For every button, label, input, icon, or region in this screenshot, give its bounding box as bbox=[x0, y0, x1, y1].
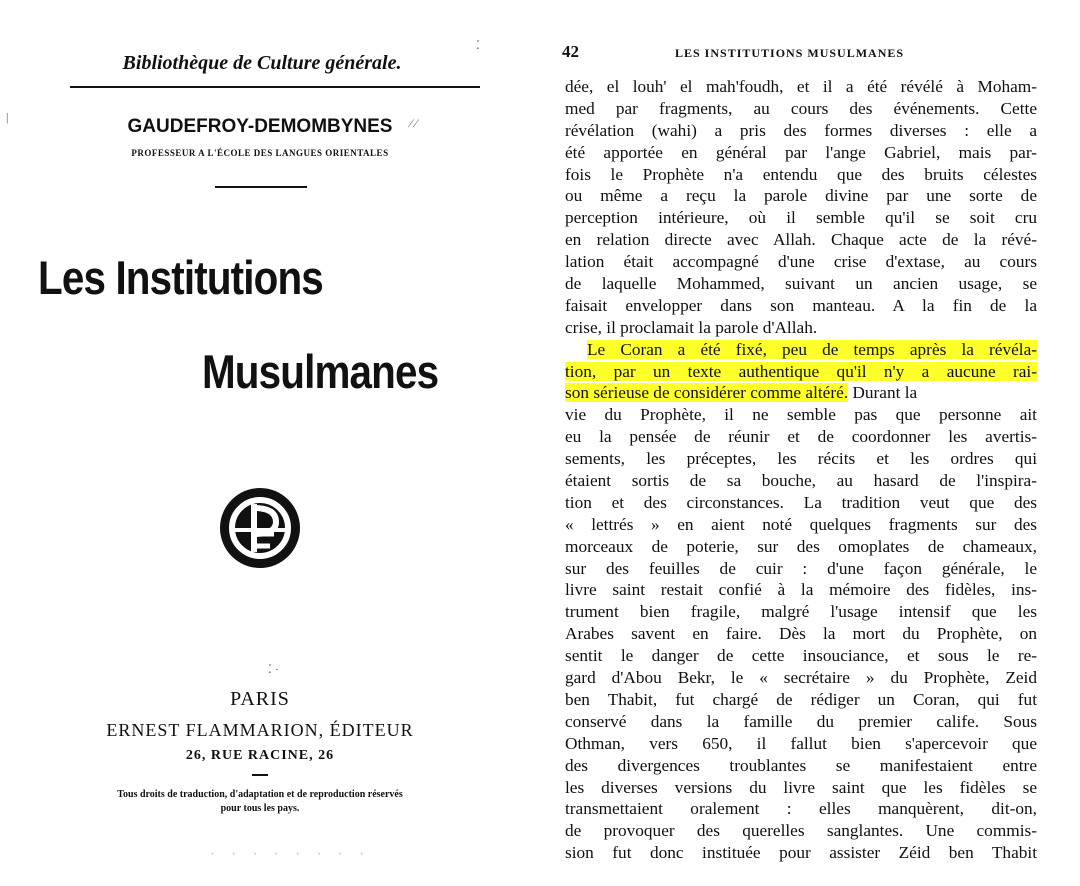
running-head: LES INSTITUTIONS MUSULMANES bbox=[675, 46, 905, 60]
highlighted-line bbox=[565, 382, 1037, 404]
text-line: fois le Prophète n'a entendu que des bruits célestes bbox=[565, 164, 1037, 184]
rights-line: pour tous les pays. bbox=[220, 803, 300, 814]
scan-speck: | bbox=[6, 110, 9, 124]
text-line: gard d'Abou Bekr, le « secrétaire » du Prophète, Zeid bbox=[565, 668, 1037, 688]
faded-library-stamp: · · · · · · · · bbox=[209, 846, 371, 863]
text-line: été apportée en général par l'ange Gabriel, mais par- bbox=[565, 142, 1037, 162]
text-line: étaient sortis de sa bouche, au hasard de l'inspira- bbox=[565, 471, 1037, 491]
text-line: sion fut donc instituée pour assister Zéid ben Thabit bbox=[565, 843, 1037, 863]
text-line: faisait envelopper dans son manteau. A la fin de la bbox=[565, 295, 1037, 315]
highlight-text: Le Coran a été fixé, peu de temps après la révéla- bbox=[587, 339, 1037, 359]
text-line: med par fragments, au cours des événements. Cette bbox=[565, 98, 1037, 118]
text-line: ou même a reçu la parole divine par une sorte de bbox=[565, 186, 1037, 206]
text-line: révélation (wahi) a pris des formes diverses : elle a bbox=[565, 120, 1037, 140]
text-line: des divergences troublantes se manifestaient entre bbox=[565, 755, 1037, 775]
text-page bbox=[540, 0, 1080, 886]
author-name: GAUDEFROY-DEMOMBYNES bbox=[127, 116, 393, 137]
text-line: en relation directe avec Allah. Chaque acte de la révé- bbox=[565, 230, 1037, 250]
text-line: Arabes savent en faire. Dès la mort du Prophète, on bbox=[565, 624, 1037, 644]
text-line: sur des feuilles de cuir : d'une façon générale, le bbox=[565, 558, 1037, 578]
top-rule bbox=[70, 86, 480, 88]
book-title-line2: Musulmanes bbox=[202, 345, 439, 398]
highlight-text: tion, par un texte authentique qu'il n'y a aucune rai- bbox=[565, 361, 1037, 381]
text-line: transmettaient oralement : elles manquèrent, dit-on, bbox=[565, 799, 1037, 819]
text-line: de laquelle Mohammed, suivant un ancien usage, se bbox=[565, 274, 1037, 294]
text-line: Othman, vers 650, il fallut bien s'apercevoir que bbox=[565, 733, 1037, 753]
publisher-address: 26, RUE RACINE, 26 bbox=[185, 748, 335, 763]
middle-rule bbox=[215, 186, 307, 188]
text-line: perception intérieure, où il semble qu'il se soit cru bbox=[565, 208, 1037, 228]
text-line: dée, el louh' el mah'foudh, et il a été révélé à Moham- bbox=[565, 77, 1037, 96]
book-title-line1: Les Institutions bbox=[38, 251, 323, 304]
text-line: vie du Prophète, il ne semble pas que personne ait bbox=[565, 405, 1037, 425]
text-line: « lettrés » en aient noté quelques fragments sur des bbox=[565, 514, 1037, 534]
highlighted-line bbox=[565, 361, 1037, 383]
text-line: tion et des circonstances. La tradition veut que des bbox=[565, 492, 1037, 512]
series-title: Bibliothèque de Culture générale. bbox=[122, 52, 402, 74]
scan-speck: ⁚ · bbox=[268, 662, 279, 676]
text-line: crise, il proclamait la parole d'Allah. bbox=[565, 317, 818, 337]
rights-notice bbox=[45, 788, 475, 816]
rights-line: Tous droits de traduction, d'adaptation et de reproduction réservés bbox=[117, 789, 403, 800]
text-line: lation était accompagné d'une crise d'extase, au cours bbox=[565, 252, 1037, 272]
publisher: ERNEST FLAMMARION, ÉDITEUR bbox=[106, 720, 414, 740]
text-line: eu la pensée de réunir et de coordonner les avertis- bbox=[565, 427, 1037, 447]
scan-speck: ⁄ ⁄ bbox=[410, 116, 418, 130]
highlight-text: son sérieuse de considérer comme altéré. bbox=[565, 383, 849, 403]
page-number: 42 bbox=[562, 42, 579, 61]
text-line: sements, les préceptes, les récits et les ordres qui bbox=[565, 449, 1037, 469]
text-line: de provoquer des querelles sanglantes. Une commis- bbox=[565, 821, 1037, 841]
text-after-highlight: Durant la bbox=[848, 383, 918, 403]
text-line: conservé dans la famille du premier calife. Sous bbox=[565, 711, 1037, 731]
small-rule bbox=[252, 774, 268, 776]
text-line: sentit le danger de cette insouciance, et sous le re- bbox=[565, 646, 1037, 666]
body-text bbox=[565, 76, 1037, 864]
city: PARIS bbox=[230, 688, 290, 710]
author-affiliation: PROFESSEUR A L'ÉCOLE DES LANGUES ORIENTALES bbox=[131, 148, 389, 158]
publisher-logo bbox=[218, 486, 302, 570]
text-line: livre saint restait confié à la mémoire des fidèles, ins- bbox=[565, 580, 1037, 600]
text-line: morceaux de poterie, sur des omoplates de chameaux, bbox=[565, 536, 1037, 556]
text-line: trument bien fragile, malgré l'usage intensif que les bbox=[565, 602, 1037, 622]
text-line: ben Thabit, fut chargé de rédiger un Coran, qui fut bbox=[565, 689, 1037, 709]
scan-speck: ⁚ bbox=[476, 38, 480, 52]
text-line: les diverses versions du livre saint que les fidèles se bbox=[565, 777, 1037, 797]
highlighted-line bbox=[565, 339, 1037, 361]
